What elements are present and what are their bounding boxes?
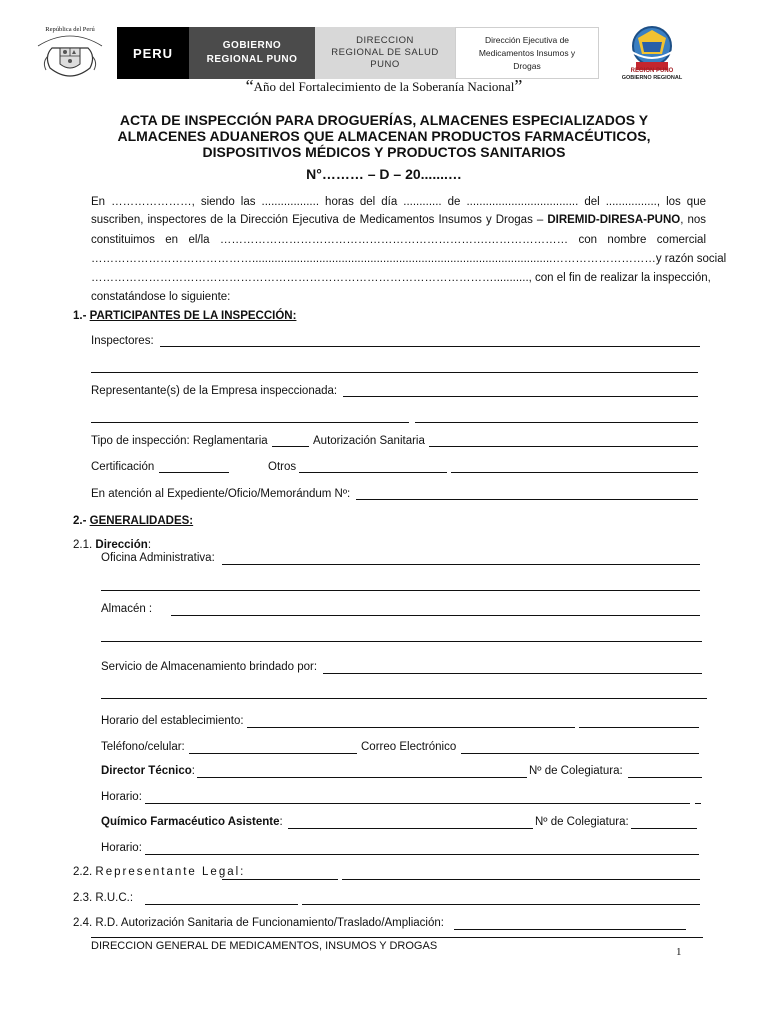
representantes-label: Representante(s) de la Empresa inspeccionada: <box>91 385 338 397</box>
intro-line-6: constatándose lo siguiente: <box>91 291 231 303</box>
ruc-field-2[interactable] <box>302 904 700 905</box>
intro-line-1: En …………………, siendo las .................. horas del día ............ de ................................... del ................, los que <box>91 196 706 208</box>
autorizacion-funcionamiento-label: 2.4. R.D. Autorización Sanitaria de Funcionamiento/Traslado/Ampliación: <box>73 917 444 929</box>
horario-1-field[interactable] <box>145 803 690 804</box>
reglamentaria-field[interactable] <box>272 446 309 447</box>
subsection-2-1: 2.1. Dirección: <box>73 539 152 551</box>
quimico-field[interactable] <box>288 828 533 829</box>
telefono-label: Teléfono/celular: <box>101 741 185 753</box>
horario-establecimiento-field-2[interactable] <box>579 727 699 728</box>
ejecutiva-line-1: Dirección Ejecutiva de <box>484 34 570 45</box>
horario-establecimiento-label: Horario del establecimiento: <box>101 715 244 727</box>
intro-line-2 <box>91 214 706 226</box>
colegiatura-1-field[interactable] <box>628 777 702 778</box>
servicio-field[interactable] <box>323 673 702 674</box>
direccion-regional-banner <box>315 27 455 79</box>
oficina-field[interactable] <box>222 564 700 565</box>
peru-label: PERU <box>132 45 174 61</box>
year-motto: “Año del Fortalecimiento de la Soberanía Nacional” <box>245 76 523 96</box>
subsection-2-2 <box>73 866 245 878</box>
representantes-field[interactable] <box>343 396 698 397</box>
representantes-field-2[interactable] <box>91 422 409 423</box>
footer-text: DIRECCION GENERAL DE MEDICAMENTOS, INSUMOS Y DROGAS <box>91 940 438 952</box>
title-line-3: DISPOSITIVOS MÉDICOS Y PRODUCTOS SANITARIOS <box>202 144 566 160</box>
section-1-number: 1.- <box>73 310 87 322</box>
ejecutiva-line-2: Medicamentos Insumos y <box>478 47 576 58</box>
year-motto-text: Año del Fortalecimiento de la Soberanía Nacional <box>253 79 515 94</box>
horario-2-label: Horario: <box>101 842 142 854</box>
intro-line-2a: suscriben, inspectores de la Dirección Ejecutiva de Medicamentos Insumos y Drogas – <box>91 214 544 226</box>
coat-of-arms-caption: República del Perú <box>45 26 95 33</box>
tipo-inspeccion-label: Tipo de inspección: Reglamentaria <box>91 435 268 447</box>
correo-field[interactable] <box>461 753 699 754</box>
horario-2-field[interactable] <box>145 854 699 855</box>
certificacion-field[interactable] <box>159 472 229 473</box>
coat-of-arms-icon <box>30 26 110 80</box>
intro-line-5: ……………………………………………………………………………………………..........., con el fin de realizar la inspección, <box>91 272 711 284</box>
autorizacion-field[interactable] <box>429 446 698 447</box>
correo-label: Correo Electrónico <box>361 741 457 753</box>
logo-caption-1: REGION PUNO <box>630 68 674 74</box>
horario-1-field-end <box>695 803 701 804</box>
servicio-label: Servicio de Almacenamiento brindado por: <box>101 661 318 673</box>
representante-legal-field[interactable] <box>222 879 338 880</box>
director-label: Director Técnico: <box>101 765 195 777</box>
inspectores-field[interactable] <box>160 346 700 347</box>
section-1-title: PARTICIPANTES DE LA INSPECCIÓN: <box>89 310 297 322</box>
direccion-line-1: DIRECCION <box>356 35 414 46</box>
representantes-field-3[interactable] <box>415 422 698 423</box>
page-number: 1 <box>676 946 682 958</box>
gobierno-regional-banner <box>189 27 315 79</box>
logo-caption-2: GOBIERNO REGIONAL <box>621 75 683 81</box>
almacen-field[interactable] <box>171 615 700 616</box>
servicio-field-2[interactable] <box>101 698 707 699</box>
telefono-field[interactable] <box>189 753 357 754</box>
colegiatura-1-label: Nº de Colegiatura: <box>529 765 623 777</box>
intro-line-2c: , nos <box>680 214 706 226</box>
ruc-label: 2.3. R.U.C.: <box>73 892 134 904</box>
almacen-field-2[interactable] <box>101 641 702 642</box>
expediente-label: En atención al Expediente/Oficio/Memorándum Nº: <box>91 488 351 500</box>
inspectores-label: Inspectores: <box>91 335 154 347</box>
direccion-heading: Dirección <box>95 539 148 551</box>
intro-line-3: constituimos en el/la …………………………………………………………….………………… con nombre comercial <box>91 234 706 246</box>
direccion-ejecutiva-banner <box>455 27 599 79</box>
representante-legal-field-2[interactable] <box>342 879 700 880</box>
director-field[interactable] <box>197 777 527 778</box>
ejecutiva-line-3: Drogas <box>513 60 541 71</box>
autorizacion-label: Autorización Sanitaria <box>313 435 425 447</box>
diremid-name: DIREMID-DIRESA-PUNO <box>547 214 681 226</box>
intro-line-4: ……………………………………..............................................................................................………………………y razón social <box>91 253 727 265</box>
section-2-title: GENERALIDADES: <box>89 515 194 527</box>
ruc-field[interactable] <box>145 904 298 905</box>
direccion-line-2: REGIONAL DE SALUD <box>331 47 439 58</box>
representante-legal-label: Representante Legal: <box>95 866 246 878</box>
subsection-2-1-number: 2.1. <box>73 539 93 551</box>
director-title: Director Técnico <box>101 765 192 777</box>
section-2-number: 2.- <box>73 515 87 527</box>
autorizacion-funcionamiento-field[interactable] <box>454 929 686 930</box>
expediente-field[interactable] <box>356 499 698 500</box>
oficina-label: Oficina Administrativa: <box>101 552 215 564</box>
almacen-label: Almacén : <box>101 603 153 615</box>
colegiatura-2-label: Nº de Colegiatura: <box>535 816 629 828</box>
oficina-field-2[interactable] <box>101 590 700 591</box>
quimico-label: Químico Farmacéutico Asistente: <box>101 816 283 828</box>
footer-rule <box>91 937 703 938</box>
acta-number: N°……… – D – 20.......… <box>306 166 462 182</box>
title-line-1: ACTA DE INSPECCIÓN PARA DROGUERÍAS, ALMACENES ESPECIALIZADOS Y <box>119 112 649 128</box>
section-2-heading <box>73 515 193 527</box>
direccion-line-3: PUNO <box>370 59 400 70</box>
document-title <box>100 112 668 160</box>
inspectores-field-2[interactable] <box>91 372 698 373</box>
horario-establecimiento-field[interactable] <box>247 727 575 728</box>
horario-1-label: Horario: <box>101 791 142 803</box>
gobierno-line-1: GOBIERNO <box>222 40 282 51</box>
subsection-2-2-number: 2.2. <box>73 866 93 878</box>
otros-field-2[interactable] <box>451 472 698 473</box>
certificacion-label: Certificación <box>91 461 155 473</box>
gobierno-line-2: REGIONAL PUNO <box>206 54 298 65</box>
colegiatura-2-field[interactable] <box>631 828 697 829</box>
otros-label: Otros <box>268 461 297 473</box>
title-line-2: ALMACENES ADUANEROS QUE ALMACENAN PRODUCTOS FARMACÉUTICOS, <box>117 128 651 144</box>
peru-banner <box>117 27 189 79</box>
section-1-heading <box>73 310 296 322</box>
quimico-title: Químico Farmacéutico Asistente <box>101 816 280 828</box>
otros-field[interactable] <box>299 472 447 473</box>
